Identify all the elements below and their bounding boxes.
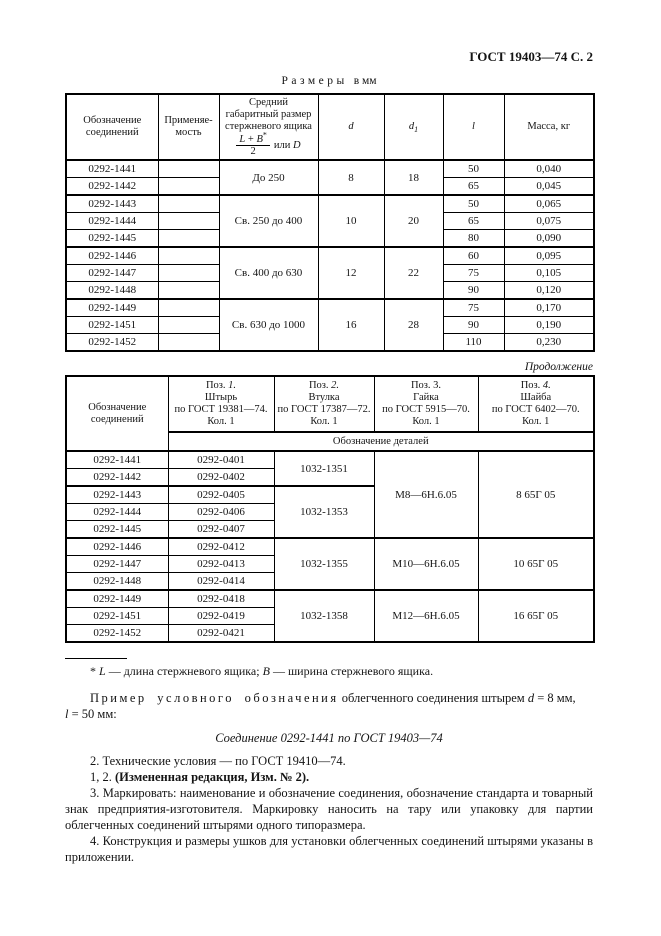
fraction <box>236 130 269 157</box>
cell-l: 50 <box>443 195 504 213</box>
cell-pin: 0292-0412 <box>168 538 274 556</box>
dimensions-table-header <box>66 94 594 160</box>
text-segment: B <box>262 664 270 678</box>
header-line: Кол. 1 <box>522 416 550 427</box>
cell-connection-designation: 0292-1442 <box>66 469 168 487</box>
cell-connection-designation: 0292-1451 <box>66 608 168 625</box>
column-header-part <box>478 376 594 432</box>
header-line: по ГОСТ 19381—74. <box>174 404 268 415</box>
header-line: Применяе- <box>164 115 213 126</box>
table-row <box>66 451 594 469</box>
cell-l: 90 <box>443 317 504 334</box>
subheader-parts-designation: Обозначение деталей <box>168 432 594 451</box>
text-segment: Поз. <box>308 380 332 391</box>
cell-connection-designation: 0292-1452 <box>66 625 168 643</box>
table-caption <box>65 75 593 87</box>
cell-nut: М8—6Н.6.05 <box>374 451 478 538</box>
cell-l: 80 <box>443 230 504 248</box>
header-line: Втулка <box>308 392 340 403</box>
note-item-1-2 <box>65 769 593 785</box>
designation-example: Соединение 0292-1441 по ГОСТ 19403—74 <box>215 731 443 745</box>
text-segment: * <box>262 130 267 140</box>
text-segment: d <box>527 691 535 705</box>
cell-connection-designation: 0292-1441 <box>66 160 158 178</box>
fraction-numerator <box>236 130 269 146</box>
cell-pin: 0292-0414 <box>168 573 274 591</box>
cell-connection-designation: 0292-1443 <box>66 195 158 213</box>
text-segment: + <box>245 134 257 145</box>
cell-size-range: До 250 <box>219 160 318 195</box>
cell-l: 50 <box>443 160 504 178</box>
column-header-designation: Обозначение соединений <box>66 94 158 160</box>
fraction-denominator: 2 <box>250 146 256 157</box>
table-row <box>66 299 594 317</box>
text-segment: 2. <box>331 380 340 391</box>
table-row <box>66 195 594 213</box>
continuation-label: Продолжение <box>524 361 593 373</box>
d1-base: d <box>408 121 415 132</box>
column-header-d: d <box>318 94 384 160</box>
cell-d: 16 <box>318 299 384 351</box>
note-item-3: 3. Маркировать: наименование и обозначение соединения, обозначение стандарта и товарный знак предприятия-изготовителя. Маркировку наносить на тару или упаковку для партии облегченных соединений штырями одного типоразмера. <box>65 786 593 832</box>
header-line: Кол. 1 <box>207 416 235 427</box>
table-row <box>66 590 594 608</box>
footnote-rule <box>65 658 127 659</box>
cell-connection-designation: 0292-1452 <box>66 334 158 352</box>
header-line: по ГОСТ 17387—72. <box>277 404 371 415</box>
text-segment: — ширина стержневого ящика. <box>269 664 434 678</box>
cell-l: 60 <box>443 247 504 265</box>
cell-connection-designation: 0292-1444 <box>66 504 168 521</box>
cell-l: 75 <box>443 265 504 282</box>
dimensions-table <box>65 93 595 352</box>
example-line2 <box>65 707 117 721</box>
standard-number: ГОСТ 19403—74 С. 2 <box>469 49 593 64</box>
note-item-4: 4. Конструкция и размеры ушков для установки облегченных соединений штырями указаны в приложении. <box>65 834 593 864</box>
parts-table <box>65 375 595 643</box>
cell-bushing: 1032-1355 <box>274 538 374 590</box>
cell-pin: 0292-0402 <box>168 469 274 487</box>
footnote <box>65 664 593 679</box>
cell-mass: 0,230 <box>504 334 594 352</box>
cell-l: 110 <box>443 334 504 352</box>
header-line: мость <box>175 127 202 138</box>
formula-suffix <box>274 140 301 152</box>
cell-application <box>158 317 219 334</box>
cell-washer: 10 65Г 05 <box>478 538 594 590</box>
cell-mass: 0,095 <box>504 247 594 265</box>
header-line: габаритный размер <box>225 109 312 120</box>
text-segment: * <box>90 664 99 678</box>
cell-pin: 0292-0421 <box>168 625 274 643</box>
column-header-part <box>168 376 274 432</box>
cell-d: 8 <box>318 160 384 195</box>
cell-connection-designation: 0292-1448 <box>66 282 158 300</box>
cell-connection-designation: 0292-1449 <box>66 299 158 317</box>
cell-connection-designation: 0292-1445 <box>66 230 158 248</box>
text-segment: 4. <box>542 380 551 391</box>
cell-connection-designation: 0292-1446 <box>66 247 158 265</box>
text-segment: 1, 2. <box>90 770 115 784</box>
cell-mass: 0,040 <box>504 160 594 178</box>
cell-washer: 16 65Г 05 <box>478 590 594 642</box>
cell-d: 12 <box>318 247 384 299</box>
cell-l: 90 <box>443 282 504 300</box>
text-segment: L <box>239 134 246 145</box>
cell-mass: 0,045 <box>504 178 594 196</box>
cell-connection-designation: 0292-1444 <box>66 213 158 230</box>
cell-l: 75 <box>443 299 504 317</box>
cell-d1: 20 <box>384 195 443 247</box>
text-segment: Поз. <box>520 380 543 391</box>
cell-connection-designation: 0292-1451 <box>66 317 158 334</box>
column-header-d1 <box>384 94 443 160</box>
table-row <box>66 538 594 556</box>
header-line: по ГОСТ 6402—70. <box>491 404 580 415</box>
cell-connection-designation: 0292-1447 <box>66 265 158 282</box>
cell-l: 65 <box>443 213 504 230</box>
table-row <box>66 160 594 178</box>
cell-d1: 18 <box>384 160 443 195</box>
dimensions-table-body <box>66 160 594 351</box>
column-header-designation: Обозначение соединений <box>66 376 168 451</box>
cell-bushing: 1032-1353 <box>274 486 374 538</box>
cell-bushing: 1032-1358 <box>274 590 374 642</box>
cell-connection-designation: 0292-1446 <box>66 538 168 556</box>
cell-application <box>158 160 219 178</box>
cell-size-range: Св. 400 до 630 <box>219 247 318 299</box>
cell-l: 65 <box>443 178 504 196</box>
cell-application <box>158 195 219 213</box>
cell-mass: 0,170 <box>504 299 594 317</box>
example-paragraph <box>65 690 593 722</box>
cell-application <box>158 265 219 282</box>
column-header-mass: Масса, кг <box>504 94 594 160</box>
cell-application <box>158 247 219 265</box>
table-row <box>66 247 594 265</box>
caption-units: в мм <box>353 75 377 87</box>
cell-application <box>158 334 219 352</box>
text-segment: 1. <box>228 380 237 391</box>
header-line: Средний <box>249 97 288 108</box>
cell-size-range: Св. 250 до 400 <box>219 195 318 247</box>
cell-mass: 0,120 <box>504 282 594 300</box>
cell-application <box>158 178 219 196</box>
cell-size-range: Св. 630 до 1000 <box>219 299 318 351</box>
cell-bushing: 1032-1351 <box>274 451 374 486</box>
d1-subscript: 1 <box>414 125 419 135</box>
header-line: Гайка <box>413 392 439 403</box>
column-header-part <box>374 376 478 432</box>
cell-pin: 0292-0418 <box>168 590 274 608</box>
parts-table-header <box>66 376 594 451</box>
column-header-size <box>219 94 318 160</box>
text-segment: = 8 мм, <box>534 691 576 705</box>
cell-application <box>158 230 219 248</box>
cell-nut: М10—6Н.6.05 <box>374 538 478 590</box>
column-header-part <box>274 376 374 432</box>
parts-table-body <box>66 451 594 642</box>
text-segment: = 50 мм: <box>68 707 117 721</box>
page-header <box>65 50 593 64</box>
cell-connection-designation: 0292-1445 <box>66 521 168 539</box>
header-line: Шайба <box>520 392 552 403</box>
header-line: по ГОСТ 5915—70. <box>382 404 470 415</box>
header-line: Кол. 1 <box>310 416 338 427</box>
header-line: Штырь <box>204 392 238 403</box>
header-line <box>481 380 592 392</box>
cell-application <box>158 299 219 317</box>
column-header-l: l <box>443 94 504 160</box>
cell-mass: 0,065 <box>504 195 594 213</box>
header-line <box>377 380 476 392</box>
cell-connection-designation: 0292-1447 <box>66 556 168 573</box>
cell-mass: 0,105 <box>504 265 594 282</box>
text-segment: облегченного соединения штырем <box>338 691 528 705</box>
cell-d1: 28 <box>384 299 443 351</box>
text-segment: L <box>99 664 106 678</box>
note-item-2: 2. Технические условия — по ГОСТ 19410—74. <box>90 754 346 768</box>
cell-application <box>158 213 219 230</box>
cell-pin: 0292-0419 <box>168 608 274 625</box>
cell-mass: 0,090 <box>504 230 594 248</box>
text-segment: Поз. 3. <box>410 380 442 391</box>
cell-connection-designation: 0292-1443 <box>66 486 168 504</box>
header-line: стержневого ящика <box>225 121 312 132</box>
text-segment: (Измененная редакция, Изм. № 2). <box>115 770 310 784</box>
cell-d: 10 <box>318 195 384 247</box>
text-segment: Пример условного обозначения <box>90 691 339 705</box>
cell-mass: 0,190 <box>504 317 594 334</box>
header-line <box>171 380 272 392</box>
text-segment: B <box>256 134 263 145</box>
text-segment: l <box>65 707 69 721</box>
cell-application <box>158 282 219 300</box>
cell-mass: 0,075 <box>504 213 594 230</box>
example-line1 <box>90 691 576 705</box>
header-line: Кол. 1 <box>412 416 440 427</box>
text-segment: — длина стержневого ящика; <box>105 664 263 678</box>
size-formula <box>236 130 301 157</box>
cell-d1: 22 <box>384 247 443 299</box>
column-header-application <box>158 94 219 160</box>
text-segment: Поз. <box>205 380 229 391</box>
cell-pin: 0292-0413 <box>168 556 274 573</box>
cell-pin: 0292-0406 <box>168 504 274 521</box>
text-segment: или <box>273 139 293 151</box>
cell-connection-designation: 0292-1448 <box>66 573 168 591</box>
cell-pin: 0292-0405 <box>168 486 274 504</box>
cell-pin: 0292-0407 <box>168 521 274 539</box>
caption-word: Размеры <box>281 75 348 87</box>
cell-connection-designation: 0292-1449 <box>66 590 168 608</box>
cell-connection-designation: 0292-1442 <box>66 178 158 196</box>
cell-washer: 8 65Г 05 <box>478 451 594 538</box>
cell-nut: М12—6Н.6.05 <box>374 590 478 642</box>
header-line <box>277 380 372 392</box>
cell-pin: 0292-0401 <box>168 451 274 469</box>
cell-connection-designation: 0292-1441 <box>66 451 168 469</box>
text-segment: D <box>292 139 301 151</box>
